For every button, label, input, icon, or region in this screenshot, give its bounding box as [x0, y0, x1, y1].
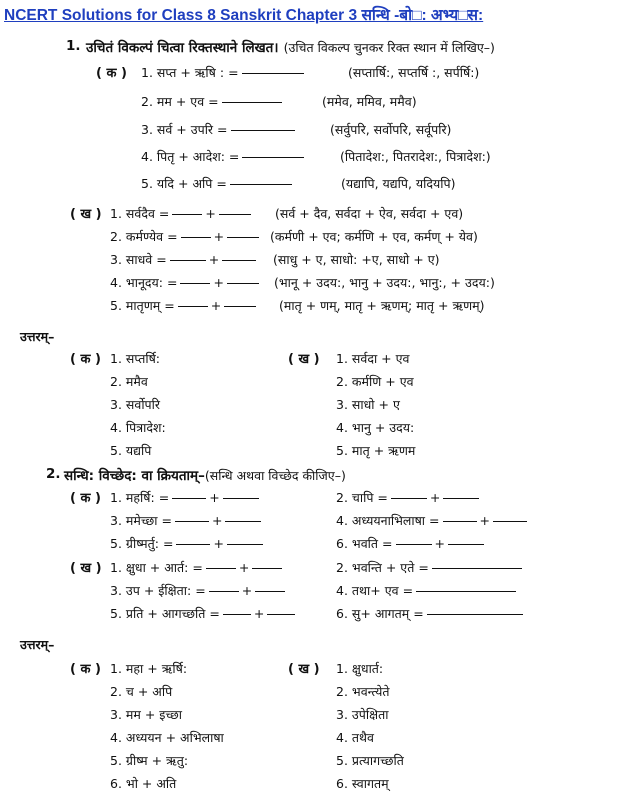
answer-blank: [427, 614, 523, 615]
answer-blank: [242, 73, 304, 74]
answer-blank: [416, 591, 516, 592]
answer-item: 4. अध्ययन + अभिलाषा: [110, 730, 224, 745]
answer-blank: [391, 498, 427, 499]
answer-blank: [176, 544, 210, 545]
answer-blank: [225, 521, 261, 522]
answer-item: 5. ग्रीष्म + ऋतु:: [110, 753, 189, 768]
answer-item: 5. यद्यपि: [110, 443, 152, 458]
list-item: 4. तथा+ एव =: [336, 582, 519, 599]
answer-blank: [180, 283, 210, 284]
answer-item: 1. महा + ऋर्षि:: [110, 661, 188, 676]
answer-blank: [206, 568, 236, 569]
answer-item: 3. मम + इच्छा: [110, 707, 183, 722]
list-item: 2. मम + एव =: [141, 93, 285, 110]
section-tag: ( क ): [70, 352, 101, 367]
list-item: 5. ग्रीष्मर्तु: = +: [110, 535, 266, 552]
answer-item: 4. पित्रादेश:: [110, 420, 166, 435]
list-item: 1. क्षुधा + आर्त: = +: [110, 559, 285, 576]
answer-blank: [448, 544, 484, 545]
list-item: 1. सर्वदैव = +: [110, 205, 254, 222]
answer-item: 2. च + अपि: [110, 684, 173, 699]
answer-blank: [432, 568, 522, 569]
answer-blank: [224, 306, 256, 307]
list-item: 6. भवति = +: [336, 535, 487, 552]
options-text: (मातृ + णम्, मातृ + ऋणम्; मातृ + ऋणम्): [279, 298, 485, 313]
answer-item: 5. मातृ + ऋणम: [336, 443, 416, 458]
question-title: उचितं विकल्पं चित्वा रिक्तस्थाने लिखत।: [86, 40, 279, 56]
options-text: (यद्यापि, यद्यपि, यदियपि): [341, 176, 456, 191]
answer-item: 3. साधो + ए: [336, 397, 400, 412]
section-tag: ( ख ): [70, 207, 102, 222]
answer-blank: [223, 614, 251, 615]
answer-item: 1. सर्वदा + एव: [336, 351, 410, 366]
answer-blank: [267, 614, 295, 615]
section-tag: ( ख ): [70, 561, 102, 576]
answer-blank: [223, 498, 259, 499]
answer-blank: [181, 237, 211, 238]
list-item: 4. भानूदय: = +: [110, 274, 262, 291]
list-item: 3. ममेच्छा = +: [110, 512, 264, 529]
options-text: (सप्तार्षि:, सप्तर्षि :, सर्पर्षि:): [348, 65, 480, 80]
answer-blank: [230, 184, 292, 185]
options-text: (ममेव, ममिव, ममैव): [322, 94, 417, 109]
question-hint: (उचित विकल्प चुनकर रिक्त स्थान में लिखिए–): [283, 40, 495, 55]
options-text: (सर्व + दैव, सर्वदा + ऐव, सर्वदा + एव): [275, 206, 464, 221]
question-2-text: [64, 465, 346, 484]
answer-blank: [227, 283, 259, 284]
list-item: 2. कर्मण्येव = +: [110, 228, 262, 245]
section-tag: ( ख ): [288, 662, 320, 677]
answer-blank: [209, 591, 239, 592]
answer-blank: [231, 130, 295, 131]
list-item: 2. चापि = +: [336, 489, 482, 506]
answer-blank: [178, 306, 208, 307]
list-item: 3. उप + ईक्षिता: = +: [110, 582, 288, 599]
answer-blank: [219, 214, 251, 215]
question-title: सन्धि: विच्छेद: वा क्रियताम्–: [64, 468, 205, 484]
page-title[interactable]: NCERT Solutions for Class 8 Sanskrit Chapter 3 सन्धि -बो□: अभ्य□स:: [4, 7, 484, 24]
section-tag: ( क ): [70, 662, 101, 677]
section-tag: ( क ): [96, 66, 127, 81]
answer-blank: [443, 521, 477, 522]
answer-item: 2. ममैव: [110, 374, 148, 389]
answer-item: 4. भानु + उदय:: [336, 420, 415, 435]
answer-blank: [175, 521, 209, 522]
answer-label: उत्तरम्–: [20, 329, 55, 344]
answer-item: 5. प्रत्यागच्छति: [336, 753, 404, 768]
options-text: (पितादेश:, पितरादेश:, पित्रादेश:): [340, 149, 491, 164]
answer-item: 4. तथैव: [336, 730, 374, 745]
list-item: 6. सु+ आगतम् =: [336, 605, 526, 622]
answer-item: 6. स्वागतम्: [336, 776, 389, 791]
answer-blank: [252, 568, 282, 569]
answer-item: 3. उपेक्षिता: [336, 707, 389, 722]
question-hint: (सन्धि अथवा विच्छेद कीजिए–): [204, 468, 346, 483]
section-tag: ( क ): [70, 491, 101, 506]
answer-item: 2. भवन्त्येते: [336, 684, 390, 699]
list-item: 1. सप्त + ऋषि : =: [141, 64, 307, 81]
options-text: (सर्वुपरि, सर्वोपरि, सर्वूपरि): [330, 122, 452, 137]
answer-item: 1. क्षुधार्त:: [336, 661, 384, 676]
question-number: 1.: [66, 38, 81, 54]
answer-blank: [222, 260, 256, 261]
answer-blank: [227, 544, 263, 545]
answer-blank: [227, 237, 259, 238]
list-item: 4. अध्ययनाभिलाषा = +: [336, 512, 530, 529]
answer-blank: [172, 214, 202, 215]
answer-blank: [443, 498, 479, 499]
question-number: 2.: [46, 466, 61, 482]
options-text: (कर्मणी + एव; कर्मणि + एव, कर्मण् + येव): [270, 229, 478, 244]
list-item: 5. मातृणम् = +: [110, 297, 259, 314]
list-item: 5. प्रति + आगच्छति = +: [110, 605, 298, 622]
answer-blank: [222, 102, 282, 103]
answer-blank: [170, 260, 206, 261]
answer-blank: [255, 591, 285, 592]
answer-blank: [396, 544, 432, 545]
list-item: 3. साधवे = +: [110, 251, 259, 268]
answer-item: 3. सर्वोपरि: [110, 397, 161, 412]
options-text: (साधु + ए, साधो: +ए, साधो + ए): [273, 252, 440, 267]
options-text: (भानू + उदय:, भानु + उदय:, भानु:, + उदय:): [274, 275, 495, 290]
list-item: 3. सर्व + उपरि =: [141, 121, 298, 138]
section-tag: ( ख ): [288, 352, 320, 367]
list-item: 2. भवन्ति + एते =: [336, 559, 525, 576]
answer-item: 1. सप्तर्षि:: [110, 351, 161, 366]
list-item: 1. महर्षि: = +: [110, 489, 262, 506]
answer-label: उत्तरम्–: [20, 637, 55, 652]
answer-item: 2. कर्मणि + एव: [336, 374, 414, 389]
list-item: 4. पितृ + आदेश: =: [141, 148, 307, 165]
question-1-text: [86, 37, 495, 56]
answer-item: 6. भो + अति: [110, 776, 177, 791]
answer-blank: [493, 521, 527, 522]
list-item: 5. यदि + अपि =: [141, 175, 295, 192]
answer-blank: [172, 498, 206, 499]
answer-blank: [242, 157, 304, 158]
